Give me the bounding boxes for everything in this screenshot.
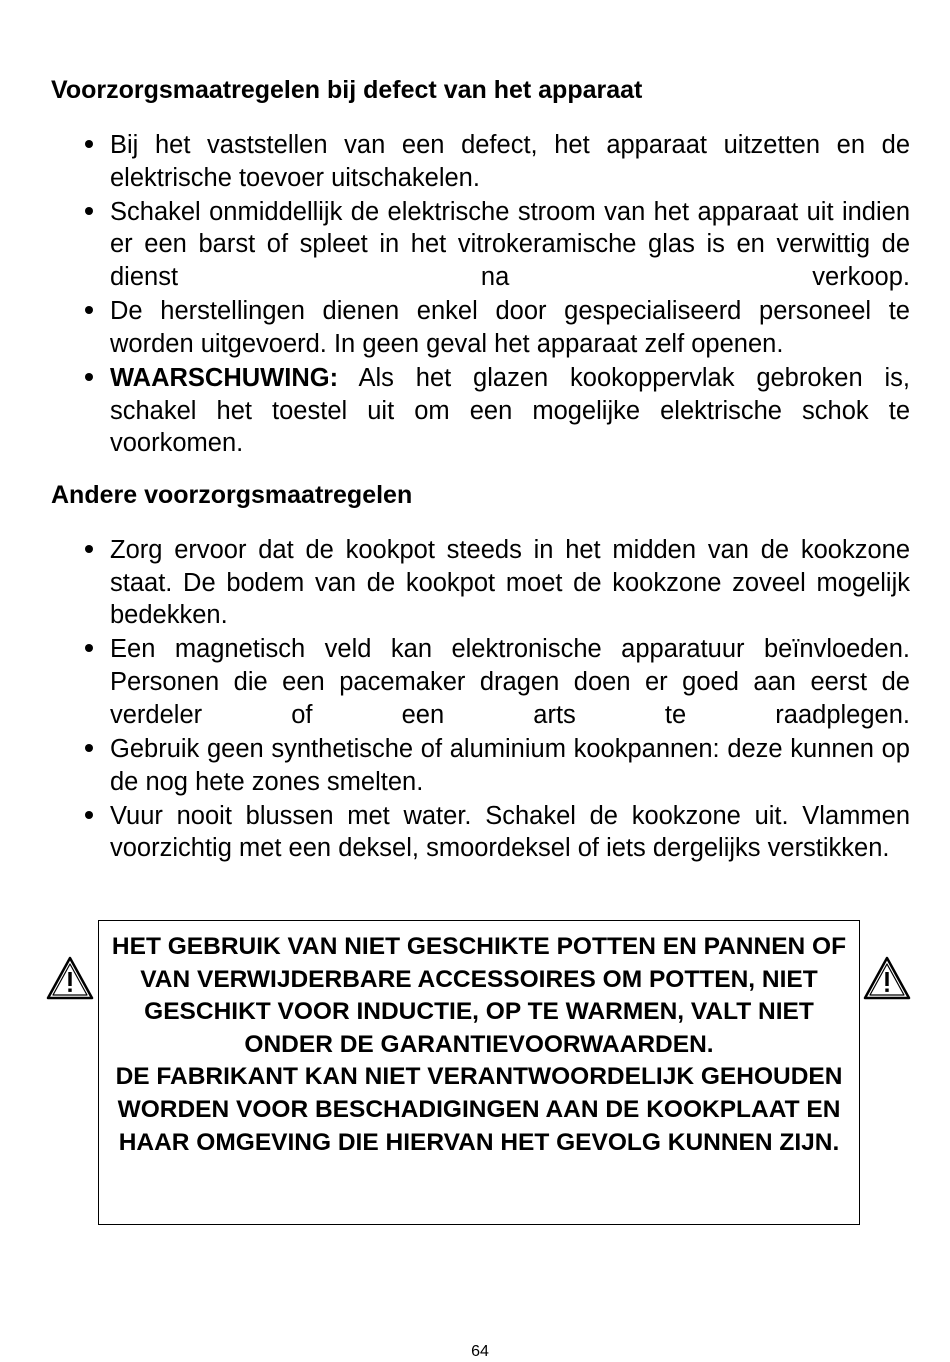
- defect-precautions-list: [110, 129, 910, 462]
- warning-paragraph-2: DE FABRIKANT KAN NIET VERANTWOORDELIJK GEHOUDEN WORDEN VOOR BESCHADIGINGEN AAN DE KOOKPLAAT EN HAAR OMGEVING DIE HIERVAN HET GEVOLG KUNNEN ZIJN.: [115, 1063, 843, 1156]
- bullet-icon: [85, 373, 93, 381]
- section-heading-defect: Voorzorgsmaatregelen bij defect van het apparaat: [51, 76, 643, 104]
- warranty-warning-box: [98, 920, 860, 1225]
- list-item: WAARSCHUWING: Als het glazen kookoppervlak gebroken is, schakel het toestel uit om een mogelijke elektrische schok te voorkomen.: [110, 362, 910, 460]
- warning-label: WAARSCHUWING:: [110, 364, 339, 393]
- bullet-icon: [85, 744, 93, 752]
- warning-triangle-icon: [45, 955, 95, 1001]
- bullet-icon: [85, 811, 93, 819]
- list-item: Gebruik geen synthetische of aluminium kookpannen: deze kunnen op de nog hete zones smelten.: [110, 733, 910, 798]
- list-item: Vuur nooit blussen met water. Schakel de kookzone uit. Vlammen voorzichtig met een deksel, smoordeksel of iets dergelijks verstikken.: [110, 800, 910, 865]
- list-item: Schakel onmiddellijk de elektrische stroom van het apparaat uit indien er een barst of spleet in het vitrokeramische glas is en verwittig de dienst na verkoop.: [110, 196, 910, 294]
- section-heading-other: Andere voorzorgsmaatregelen: [51, 481, 413, 509]
- warning-paragraph-1: HET GEBRUIK VAN NIET GESCHIKTE POTTEN EN PANNEN OF VAN VERWIJDERBARE ACCESSOIRES OM POTTEN, NIET GESCHIKT VOOR INDUCTIE, OP TE WARMEN, VALT NIET ONDER DE GARANTIEVOORWAARDEN.: [111, 933, 847, 1058]
- bullet-icon: [85, 545, 93, 553]
- bullet-icon: [85, 644, 93, 652]
- warning-triangle-icon: [862, 955, 912, 1001]
- list-item: Zorg ervoor dat de kookpot steeds in het midden van de kookzone staat. De bodem van de kookpot moet de kookzone zoveel mogelijk bedekken.: [110, 534, 910, 632]
- bullet-icon: [85, 207, 93, 215]
- list-item: Bij het vaststellen van een defect, het apparaat uitzetten en de elektrische toevoer uitschakelen.: [110, 129, 910, 194]
- list-item: De herstellingen dienen enkel door gespecialiseerd personeel te worden uitgevoerd. In geen geval het apparaat zelf openen.: [110, 295, 910, 360]
- other-precautions-list: [110, 534, 910, 867]
- bullet-icon: [85, 140, 93, 148]
- bullet-icon: [85, 306, 93, 314]
- list-item: Een magnetisch veld kan elektronische apparatuur beïnvloeden. Personen die een pacemaker dragen doen er goed aan eerst de verdeler of een arts te raadplegen.: [110, 633, 910, 731]
- page-number: 64: [471, 1343, 489, 1360]
